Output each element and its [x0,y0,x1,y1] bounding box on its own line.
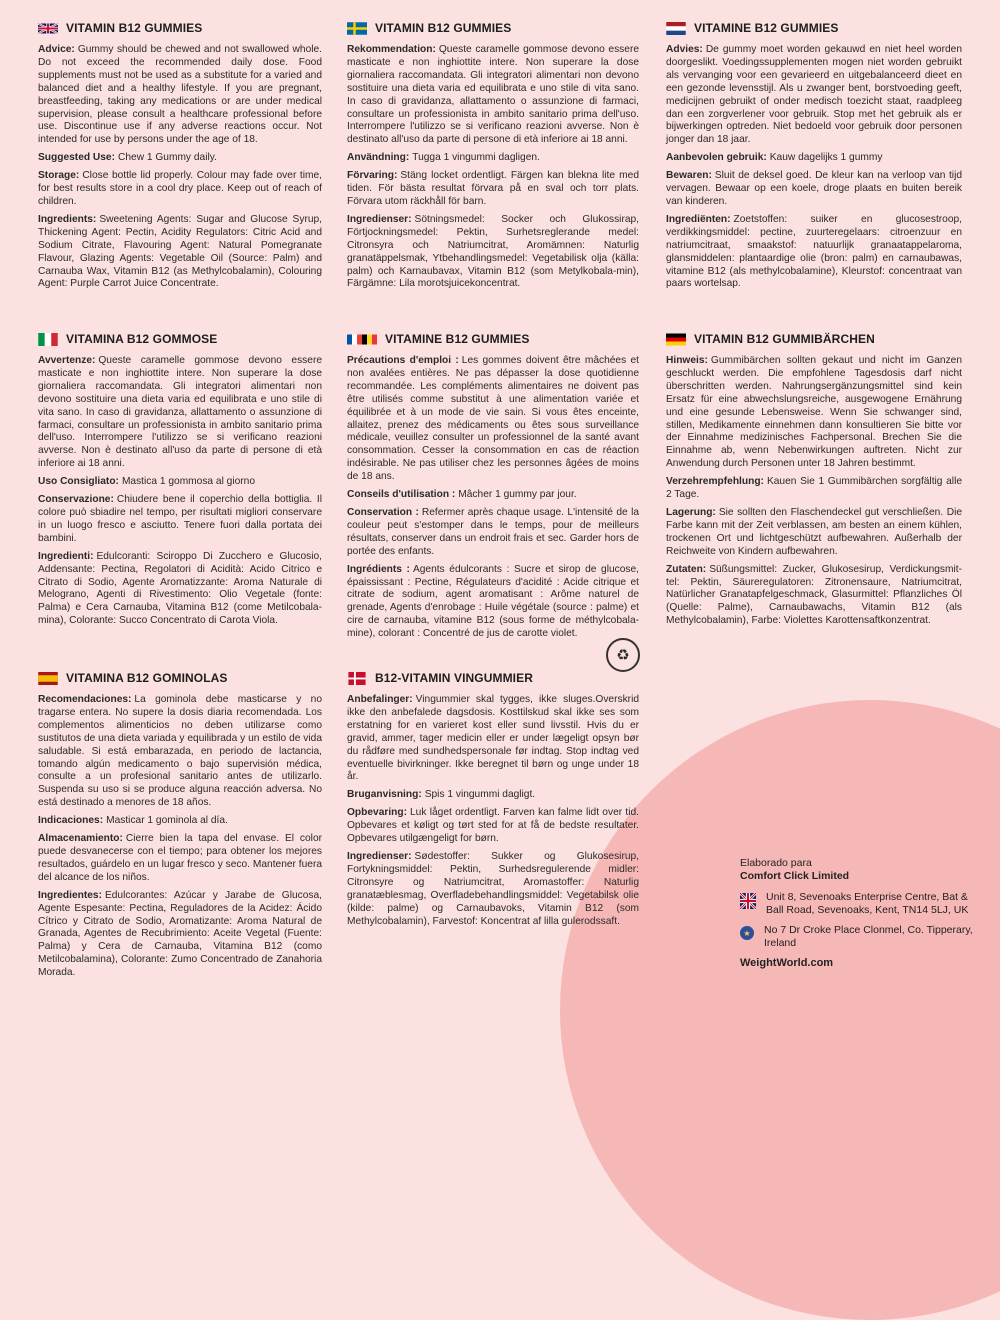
storage-label: Conservazione: [38,494,114,506]
use-label: Uso Consigliato: [38,476,119,488]
use-label: Verzehrempfehlung: [666,476,764,488]
ingredients-label: Ingredientes: [38,889,102,901]
section-title: B12-VITAMIN VINGUMMIER [375,671,533,686]
storage-label: Conservation : [347,506,419,518]
section-title: VITAMIN B12 GUMMIES [66,21,203,36]
germany-flag-icon [666,333,686,346]
storage-text: Luk låget ordentligt. Farven kan falme lidt over tid. Opbevares et køligt og tørt sted for at få de bedste resultater. Opbevares utilgængeligt for børn. [347,807,639,845]
section-se [347,22,639,296]
storage-text: Cierre bien la tapa del envase. El color puede desvanecerse con el tiempo; para obtener los mejores resultados, guárdelo en un lugar fresco y seco. Mantener fuera del alcance de los niños. [38,833,322,883]
ie-address-row [740,924,980,950]
use-label: Aanbevolen gebruik: [666,152,767,164]
use-label: Användning: [347,152,410,164]
ingredients-text: Sötningsmedel: Socker och Glukossirap, Förtjockningsmedel: Pektin, Surhetsreglerande medel: Citronsyra och Natriumcitrat, Aromämnen: Naturlig granatäppelsmak, Ytbehandlingsmedel: Vegetabilisk olja (källa: palm) och Karnaubavax, Vitamin B12 (som Metylkobala-min), Färgämne: Lila morotsjuicekoncentrat. [347,213,639,290]
ingredients-text: Edulcoranti: Sciroppo Di Zucchero e Glucosio, Addensante: Pectina, Regolatori di Acidità: Acido Citrico e Citrato di Sodio, Agente Aromatizzante: Aroma Naturale di Melograno, Agenti di Rivestimento: Olio Vegetale (fonte: Palma) e Cera Carnauba, Vitamina B12 (come Metilcobala-mina), Colorante: Succo Concentrato di Carota Viola. [38,550,322,627]
sweden-flag-icon [347,22,367,35]
advice-label: Avvertenze: [38,355,96,366]
advice-label: Précautions d'emploi : [347,355,459,366]
ingredients-text: Sødestoffer: Sukker og Glukosesirup, Fortykningsmiddel: Pektin, Surhedsregulerende midler: Citronsyre og Natriumcitrat, Aromastoffer: Naturlig granatæblesmag, Overfladebehandlingsmiddel: Vegetabilsk olie (kilde: palme) og Carnaubavoks, Vitamin B12 (som Methylcobalamin), Farvestof: Koncentrat af lilla gulerodssaft. [347,850,639,927]
use-label: Conseils d'utilisation : [347,489,456,501]
ingredients-text: Zoetstoffen: suiker en glucosestroop, verdikkingsmiddel: pectine, zuurteregelaars: citroenzuur en natriumcitraat, smaakstof: natuurlijk granaatappelaroma, glansmiddelen: plantaardige olie (bron: palm) en carnaubawas, vitamine B12 (als methylcobalamine), Kleurstof: concentraat van paars wortelsap. [666,213,962,290]
ingredients-text: Edulcorantes: Azúcar y Jarabe de Glucosa, Agente Espesante: Pectina, Reguladores de la Acidez: Ácido Cítrico y Citrato de Sodio, Aromatizante: Aroma Natural de Granada, Agentes de Recubrimiento: Aceite Vegetal (Fuente: Palma) y Cera de Carnauba, Vitamina B12 (como Metilcobalamina), Colorante: Zumo Concentrado de Zanahoria Morada. [38,889,322,979]
storage-text: Sie sollten den Flaschendeckel gut verschließen. Die Farbe kann mit der Zeit verblassen, am besten an einem kühlen, trockenen Ort und lichtgeschützt aufbewahren. Außerhalb der Reichweite von Kindern aufbewahren. [666,506,962,557]
ie-address: No 7 Dr Croke Place Clonmel, Co. Tipperary, Ireland [764,924,973,949]
use-text: Tugga 1 vingummi dagligen. [412,152,540,164]
ingredients-text: Agents édulcorants : Sucre et sirop de glucose, épaississant : Pectine, Régulateurs d'acidité : Acide citrique et citrate de sodium, agent aromatisant : Arôme naturel de grenade, Agents d'enrobage : Huile végétale (source : palme) et cire de carnauba, vitamine B12 (sous forme de méthylcobala-mine), colorant : Concentré de jus de carotte violet. [347,563,639,640]
advice-text: Gummy should be chewed and not swallowed whole. Do not exceed the recommended daily dose. Food supplements must not be used as a substitute for a varied and balanced diet and a healthy lifestyle. If you are pregnant, breastfeeding, taking any medications or are under medical supervision, please consult a healthcare professional before use. Discontinue use if any adverse reactions occur. Not intended for use by persons under the age of 18. [38,44,322,146]
advice-text: Vingummier skal tygges, ikke sluges.Overskrid ikke den anbefalede dagsdosis. Kosttilskud skal ikke ses som erstatning for en varieret kost eller sund livsstil. Hvis du er gravid, ammer, tager medicin eller er under lægeligt opsyn bør du rådføre med sundhedspersonale før indtag. Stop indtag ved eventuelle bivirkninger. Ikke beregnet til børn og unge under 18 år. [347,694,639,783]
advice-label: Recomendaciones: [38,694,132,705]
use-text: Spis 1 vingummi dagligt. [424,789,536,801]
advice-text: De gummy moet worden gekauwd en niet heel worden doorgeslikt. Voedingssupplementen mogen niet worden gebruikt als vervanging voor een gevarieerd en uitgebalanceerd dieet en een gezonde levensstijl. Als u zwanger bent, borstvoeding geeft, medicijnen gebruikt of onder medisch toezicht staat, raadpleeg dan een zorgverlener voor gebruik. Stop met het gebruik als er bijwerkingen optreden. Niet bedoeld voor gebruik door personen jonger dan 18 jaar. [666,44,962,146]
made-for-label: Elaborado para [740,857,812,869]
ingredients-text: Süßungsmittel: Zucker, Glukosesirup, Verdickungsmit-tel: Pektin, Säureregulatoren: Zitronensaure, Natriumcitrat, Natürlicher Granatapfelgeschmack, Glasurmittel: Pflanzliches Öl (Quelle: Palme), Carnaubawachs, Vitamin B12 (als Methylcobalamin), Farbe: Violettes Karottensaftkonzentrat. [666,563,962,627]
storage-label: Lagerung: [666,506,716,518]
advice-text: Gummibärchen sollten gekaut und nicht im Ganzen geschluckt werden. Die empfohlene Tagesdosis darf nicht überschritten werden. Nahrungsergänzungsmittel sind kein Ersatz für eine abwechslungsreiche, ausgewogene Ernährung und eine gesunde Lebensweise. Wenn Sie schwanger sind, stillen, Medikamente einnehmen dann konsultieren Sie bitte vor der Einnahme medizinisches Fachpersonal. Brechen Sie die Einnahme ab, wenn Nebenwirkungen auftreten. Nicht zur Anwendung durch Personen unter 18 Jahren bestimmt. [666,355,962,470]
storage-text: Close bottle lid properly. Colour may fade over time, for best results store in a cool dry place. Keep out of reach of children. [38,170,322,207]
heading-uk [38,22,322,35]
brand-name: WeightWorld.com [740,957,834,969]
denmark-flag-icon [347,672,367,685]
section-es [38,672,322,985]
advice-text: Les gommes doivent être mâchées et non avalées entières. Ne pas dépasser la dose quotidienne recommandée. Les compléments alimentaires ne doivent pas être utilisés comme substitut à une alimentation variée et équilibrée et à un mode de vie sain. Si vous êtes enceinte, allaitez, prenez des médicaments ou êtes sous surveillance médicale, veuillez consulter un professionnel de la santé avant consommation. Cesser la consommation en cas de réaction indésirable. Ne pas utiliser chez les personnes âgées de moins de 18 ans. [347,355,639,483]
section-title: VITAMIN B12 GUMMIBÄRCHEN [694,332,875,347]
heading-es [38,672,322,685]
section-fr [347,333,639,646]
storage-label: Almacenamiento: [38,833,123,845]
use-text: Masticar 1 gominola al día. [106,815,228,827]
heading-se [347,22,639,35]
use-text: Mastica 1 gommosa al giorno [121,476,256,488]
use-label: Suggested Use: [38,152,115,164]
ingredients-label: Ingredienti: [38,550,94,562]
advice-label: Anbefalinger: [347,694,413,705]
use-text: Chew 1 Gummy daily. [118,152,217,164]
section-it [38,333,322,633]
company-name: Comfort Click Limited [740,870,850,882]
section-title: VITAMINE B12 GUMMIES [694,21,839,36]
uk-address-row [740,891,980,917]
heading-de [666,333,962,346]
heading-dk [347,672,639,685]
ingredients-label: Ingrediënten: [666,213,731,225]
storage-text: Refermer après chaque usage. L'intensité de la couleur peut s'estomper dans le temps, pour de meilleurs résultats, conserver dans un endroit frais et sec. Garder hors de portée des enfants. [347,506,640,557]
advice-label: Hinweis: [666,355,708,366]
heading-fr [347,333,639,346]
storage-label: Opbevaring: [347,807,408,819]
spain-flag-icon [38,672,58,685]
storage-text: Stäng locket ordentligt. Färgen kan blekna lite med tiden. För bästa resultat förvara på en sval och torr plats. Förvara utom räckhåll för barn. [347,170,639,207]
advice-label: Advice: [38,44,75,55]
section-nl [666,22,962,296]
advice-text: La gominola debe masticarse y no tragarse entera. No supere la dosis diaria recomendada. Los complementos alimenticios no deben utilizarse como sustitutos de una dieta variada y equilibrada y un estilo de vida saludable. Si está embarazada, en periodo de lactancia, tomando algún medicamento o bajo supervisión médica, consulte a un profesional sanitario antes de utilizarlo. Suspenda su uso si se produce alguna reacción adversa. No está destinado a menores de 18 años. [38,694,322,809]
heading-it [38,333,322,346]
ingredients-label: Ingredienser: [347,213,412,225]
use-text: Kauw dagelijks 1 gummy [769,152,883,164]
italy-flag-icon [38,333,58,346]
section-uk [38,22,322,296]
section-dk [347,672,639,933]
storage-label: Storage: [38,170,80,182]
use-label: Indicaciones: [38,815,104,827]
ingredients-label: Ingrédients : [347,563,410,575]
netherlands-flag-icon [666,22,686,35]
uk-address: Unit 8, Sevenoaks Enterprise Centre, Bat & Ball Road, Sevenoaks, Kent, TN14 5LJ, UK [766,891,969,916]
advice-text: Queste caramelle gommose devono essere masticate e non inghiottite intere. Non superare la dose giornaliera raccomandata. Gli integratori alimentari non devono sostituire una dieta varia ed equilibrata e uno stile di vita sano. In caso di gravidanza, allattamento o assunzione di farmaci, consultare un professionista in ambito sanitario prima dell'uso. Interrompere l'utilizzo se si verificano reazioni avverse. Non è destinato all'uso da parte di persone di età inferiore ai 18 anni. [38,355,322,470]
storage-text: Sluit de deksel goed. De kleur kan na verloop van tijd vervagen. Bewaar op een koele, droge plaats en buiten bereik van kinderen. [666,170,962,207]
use-text: Mâcher 1 gummy par jour. [458,489,577,501]
use-text: Kauen Sie 1 Gummibärchen sorgfältig alle 2 Tage. [666,476,962,501]
storage-label: Bewaren: [666,170,712,182]
advice-text: Queste caramelle gommose devono essere masticate e non inghiottite intere. Non superare la dose giornaliera raccomandata. Gli integratori alimentari non devono sostituire una dieta varia ed equilibrata e uno stile di vita sano. In caso di gravidanza, allattamento o assunzione di farmaci, consultare un professionista in ambito sanitario prima dell'uso. Interrompere l'utilizzo se si verificano reazioni avverse. Non è destinato all'uso da parte di persone di età inferiore ai 18 anni. [347,44,639,146]
storage-text: Chiudere bene il coperchio della bottiglia. Il colore può sbiadire nel tempo, per risultati migliori conservare in un luogo fresco e asciutto. Tenere fuori dalla portata dei bambini. [38,494,322,544]
advice-label: Rekommendation: [347,44,436,55]
eu-flag-icon: ★ [740,926,754,940]
uk-flag-icon [38,22,58,35]
manufacturer-info [740,857,980,970]
section-de [666,333,962,633]
ingredients-label: Zutaten: [666,563,707,575]
section-title: VITAMIN B12 GUMMIES [375,21,512,36]
section-title: VITAMINA B12 GOMMOSE [66,332,218,347]
storage-label: Förvaring: [347,170,398,182]
advice-label: Advies: [666,44,703,55]
recycle-bin-icon: ♻ [606,638,640,672]
ingredients-text: Sweetening Agents: Sugar and Glucose Syrup, Thickening Agent: Pectin, Acidity Regulators: Citric Acid and Sodium Citrate, Flavouring Agent: Natural Pomegranate Flavour, Glazing Agents: Vegetable Oil (Source: Palm) and Carnauba Wax, Vitamin B12 (as Methylcobalamin), Colouring Agent: Purple Carrot Juice Concentrate. [38,213,322,290]
section-title: VITAMINE B12 GUMMIES [385,332,530,347]
uk-flag-icon [740,893,756,909]
use-label: Bruganvisning: [347,789,422,801]
ingredients-label: Ingredienser: [347,850,412,862]
france-belgium-flag-icon [347,333,377,346]
heading-nl [666,22,962,35]
section-title: VITAMINA B12 GOMINOLAS [66,671,228,686]
ingredients-label: Ingredients: [38,213,97,225]
